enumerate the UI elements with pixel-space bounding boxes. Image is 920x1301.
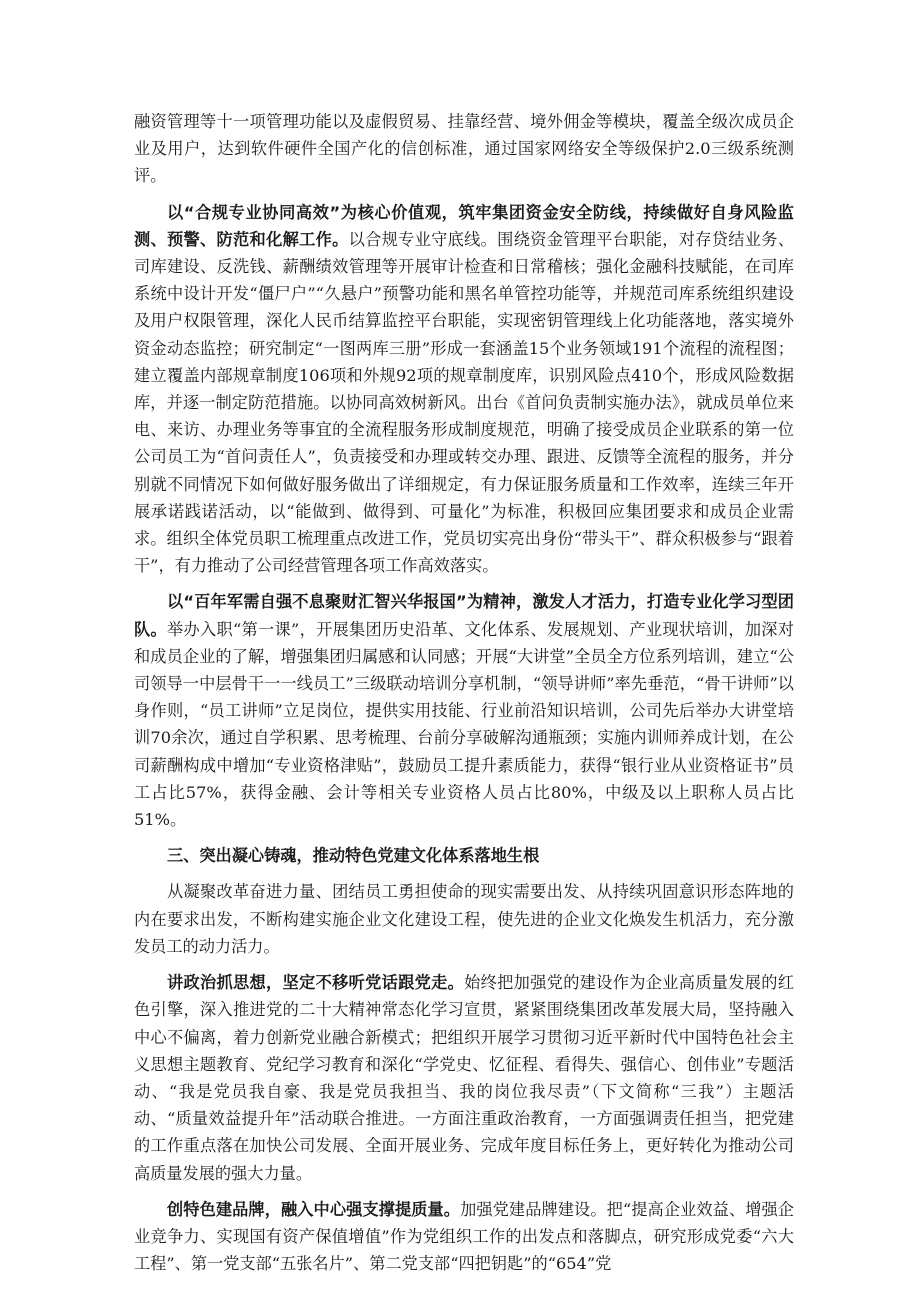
paragraph-lead: 以“合规专业协同高效”为核心价值观，筑牢集团资金安全防线，持续做好自身风险监测、预警、防范和化解工作。 (134, 202, 794, 249)
paragraph-lead: 讲政治抓思想，坚定不移听党话跟党走。 (167, 973, 465, 993)
paragraph-lead: 以“百年军需自强不息聚财汇智兴华报国”为精神，激发人才活力，打造专业化学习型团队。 (134, 592, 794, 639)
paragraph-talent (134, 588, 794, 833)
paragraph-text: 始终把加强党的建设作为企业高质量发展的红色引擎，深入推进党的二十大精神常态化学习宣贯，紧紧围绕集团改革发展大局，坚持融入中心不偏离，着力创新党业融合新模式；把组织开展学习贯彻习近平新时代中国特色社会主义思想主题教育、党纪学习教育和深化“学党史、忆征程、看得失、强信心、创伟业”专题活动、“我是党员我自豪、我是党员我担当、我的岗位我尽责”（下文简称“三我”）主题活动、“质量效益提升年”活动联合推进。一方面注重政治教育，一方面强调责任担当，把党建的工作重点落在加快公司发展、全面开展业务、完成年度目标任务上，更好转化为推动公司高质量发展的强大力量。 (134, 973, 795, 1183)
paragraph-text: 融资管理等十一项管理功能以及虚假贸易、挂靠经营、境外佣金等模块，覆盖全级次成员企业及用户，达到软件硬件全国产化的信创标准，通过国家网络安全等级保护2.0三级系统测评。 (134, 112, 794, 186)
paragraph-compliance (134, 199, 794, 580)
paragraph-politics (134, 969, 794, 1187)
section-heading: 三、突出凝心铸魂，推动特色党建文化体系落地生根 (167, 846, 540, 866)
paragraph-text: 举办入职“第一课”，开展集团历史沿革、文化体系、发展规划、产业现状培训，加深对和成员企业的了解，增强集团归属感和认同感；开展“大讲堂”全员全方位系列培训，建立“公司领导一中层骨干一一线员工”三级联动培训分享机制，“领导讲师”率先垂范，“骨干讲师”以身作则，“员工讲师”立足岗位，提供实用技能、行业前沿知识培训，公司先后举办大讲堂培训70余次，通过自学积累、思考梳理、台前分享破解沟通瓶颈；实施内训师养成计划，在公司薪酬构成中增加“专业资格津贴”，鼓励员工提升素质能力，获得“银行业从业资格证书”员工占比57%，获得金融、会计等相关专业资格人员占比80%，中级及以上职称人员占比51%。 (134, 619, 794, 830)
paragraph-lead: 创特色建品牌，融入中心强支撑提质量。 (167, 1199, 461, 1219)
paragraph-text: 以合规专业守底线。围绕资金管理平台职能，对存贷结业务、司库建设、反洗钱、薪酬绩效管理等开展审计检查和日常稽核；强化金融科技赋能，在司库系统中设计开发“僵尸户”“久悬户”预警功能和黑名单管控功能等，并规范司库系统组织建设及用户权限管理，深化人民币结算监控平台职能，实现密钥管理线上化功能落地，落实境外资金动态监控；研究制定“一图两库三册”形成一套涵盖15个业务领域191个流程的流程图；建立覆盖内部规章制度106项和外规92项的规章制度库，识别风险点410个，形成风险数据库，并逐一制定防范措施。以协同高效树新风。出台《首问负责制实施办法》，就成员单位来电、来访、办理业务等事宜的全流程服务形成制度规范，明确了接受成员企业联系的第一位公司员工为“首问责任人”，负责接受和办理或转交办理、跟进、反馈等全流程的服务，并分别就不同情况下如何做好服务做出了详细规定，有力保证服务质量和工作效率，连续三年开展承诺践诺活动，以“能做到、做得到、可量化”为标准，积极回应集团要求和成员企业需求。组织全体党员职工梳理重点改进工作，党员切实亮出身份“带头干”、群众积极参与“跟着干”，有力推动了公司经营管理各项工作高效落实。 (134, 229, 795, 576)
paragraph-text: 加强党建品牌建设。把“提高企业效益、增强企业竞争力、实现国有资产保值增值”作为党组织工作的出发点和落脚点，研究形成党委“六大工程”、第一党支部“五张名片”、第二党支部“四把钥匙”的“654”党 (134, 1199, 794, 1274)
paragraph-text: 从凝聚改革奋进力量、团结员工勇担使命的现实需要出发、从持续巩固意识形态阵地的内在要求出发，不断构建实施企业文化建设工程，使先进的企业文化焕发生机活力，充分激发员工的动力活力。 (134, 882, 794, 956)
paragraph-intro (134, 878, 794, 960)
paragraph-brand (134, 1196, 794, 1278)
document-page (134, 108, 794, 1286)
paragraph-continued (134, 108, 794, 190)
